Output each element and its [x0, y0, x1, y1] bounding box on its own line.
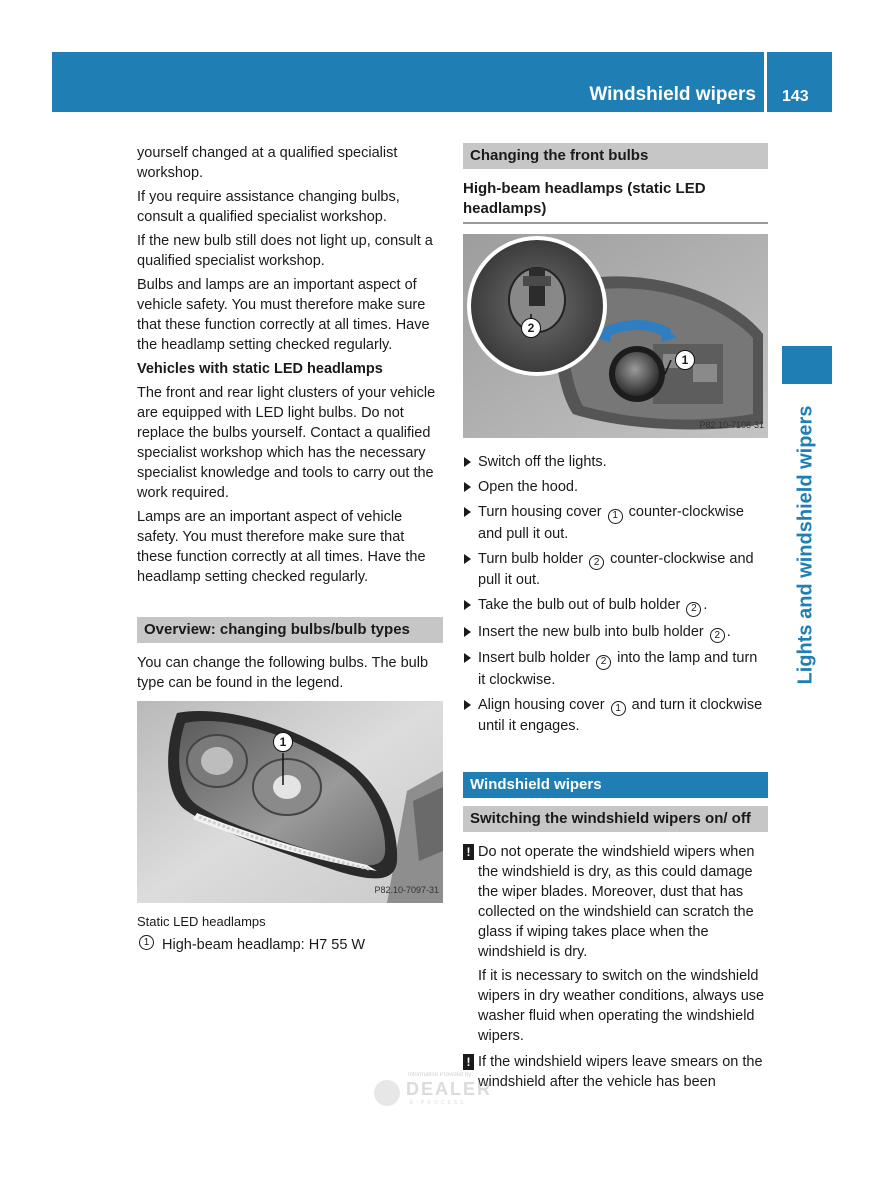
callout-2: 2 [521, 318, 541, 338]
ref-number: 2 [710, 628, 725, 643]
headlamp-exterior-figure [137, 701, 443, 903]
paragraph: Bulbs and lamps are an important aspect of vehicle safety. You must therefore make sure that these function correctly at all times. Have the headlamp setting checked regularly. [137, 277, 430, 353]
paragraph: If the new bulb still does not light up, consult a qualified specialist workshop. [137, 233, 433, 269]
watermark-main-text: DEALER [406, 1079, 493, 1099]
warning-icon: ! [463, 844, 474, 860]
step: Open the hood. [463, 477, 768, 497]
subheading-high-beam: High-beam headlamps (static LED headlamps) [463, 179, 768, 224]
chapter-tab [782, 346, 832, 384]
watermark-top-text: Information Provided by: [408, 1072, 474, 1078]
step: Insert bulb holder 2 into the lamp and turn it clockwise. [463, 648, 768, 690]
step: Take the bulb out of bulb holder 2 . [463, 595, 768, 617]
ref-number: 1 [611, 701, 626, 716]
ref-number: 2 [686, 602, 701, 617]
watermark-logo-icon [374, 1080, 400, 1106]
right-column [463, 143, 768, 1096]
warning-note: ! If the windshield wipers leave smears on the windshield after the vehicle has been [463, 1052, 768, 1092]
step: Align housing cover 1 and turn it clockwise until it engages. [463, 695, 768, 737]
figure-code: P82.10-7108-31 [699, 420, 764, 430]
instruction-steps [463, 452, 768, 736]
warning-icon: ! [463, 1054, 474, 1070]
section-intro: You can change the following bulbs. The bulb type can be found in the legend. [137, 655, 429, 691]
callout-1: 1 [675, 350, 695, 370]
step: Switch off the lights. [463, 452, 768, 472]
subsection-heading-switching: Switching the windshield wipers on/ off [463, 806, 768, 832]
section-heading-overview: Overview: changing bulbs/bulb types [137, 617, 443, 643]
header-divider [764, 52, 767, 112]
figure-caption: Static LED headlamps [137, 914, 266, 929]
legend-number: 1 [139, 935, 154, 950]
paragraph: The front and rear light clusters of your vehicle are equipped with LED light bulbs. Do not replace the bulbs yourself. Contact a qualified specialist workshop which has the necessary specialist knowledge and tools to carry out the work required. [137, 385, 436, 501]
page-number: 143 [782, 88, 809, 105]
left-column [137, 143, 443, 955]
headlamp-exterior-illustration [137, 701, 443, 903]
warning-note-continued: If it is necessary to switch on the windshield wipers in dry weather conditions, always use washer fluid when operating the windshield wipers. [478, 968, 765, 1044]
step: Turn housing cover 1 counter-clockwise and pull it out. [463, 502, 768, 544]
section-heading-windshield-wipers: Windshield wipers [463, 772, 768, 798]
section-heading-front-bulbs: Changing the front bulbs [463, 143, 768, 169]
subheading-static-led: Vehicles with static LED headlamps [137, 361, 383, 377]
step: Insert the new bulb into bulb holder 2 . [463, 622, 768, 644]
headlamp-rear-figure [463, 234, 768, 438]
ref-number: 2 [589, 555, 604, 570]
legend-text: High-beam headlamp: H7 55 W [162, 937, 366, 953]
headlamp-rear-illustration [463, 234, 768, 438]
watermark-bottom-text: E-PROCESS [410, 1100, 467, 1106]
callout-1: 1 [273, 732, 293, 752]
ref-number: 1 [608, 509, 623, 524]
warning-note: ! Do not operate the windshield wipers when the windshield is dry, as this could damage the wiper blades. Moreover, dust that has collected on the windshield can scratch the glass if wiping takes place when the windshield is dry. [463, 842, 768, 962]
legend-item [137, 935, 443, 955]
chapter-tab-label: Lights and windshield wipers [794, 405, 817, 685]
paragraph: If you require assistance changing bulbs, consult a qualified specialist workshop. [137, 189, 400, 225]
dealer-watermark [372, 1072, 504, 1112]
ref-number: 2 [596, 655, 611, 670]
paragraph: Lamps are an important aspect of vehicle safety. You must therefore make sure that these function correctly at all times. Have the headlamp setting checked regularly. [137, 509, 426, 585]
paragraph: yourself changed at a qualified specialist workshop. [137, 145, 398, 181]
page-header-title: Windshield wipers [589, 84, 756, 105]
step: Turn bulb holder 2 counter-clockwise and pull it out. [463, 549, 768, 591]
figure-code: P82.10-7097-31 [374, 885, 439, 895]
